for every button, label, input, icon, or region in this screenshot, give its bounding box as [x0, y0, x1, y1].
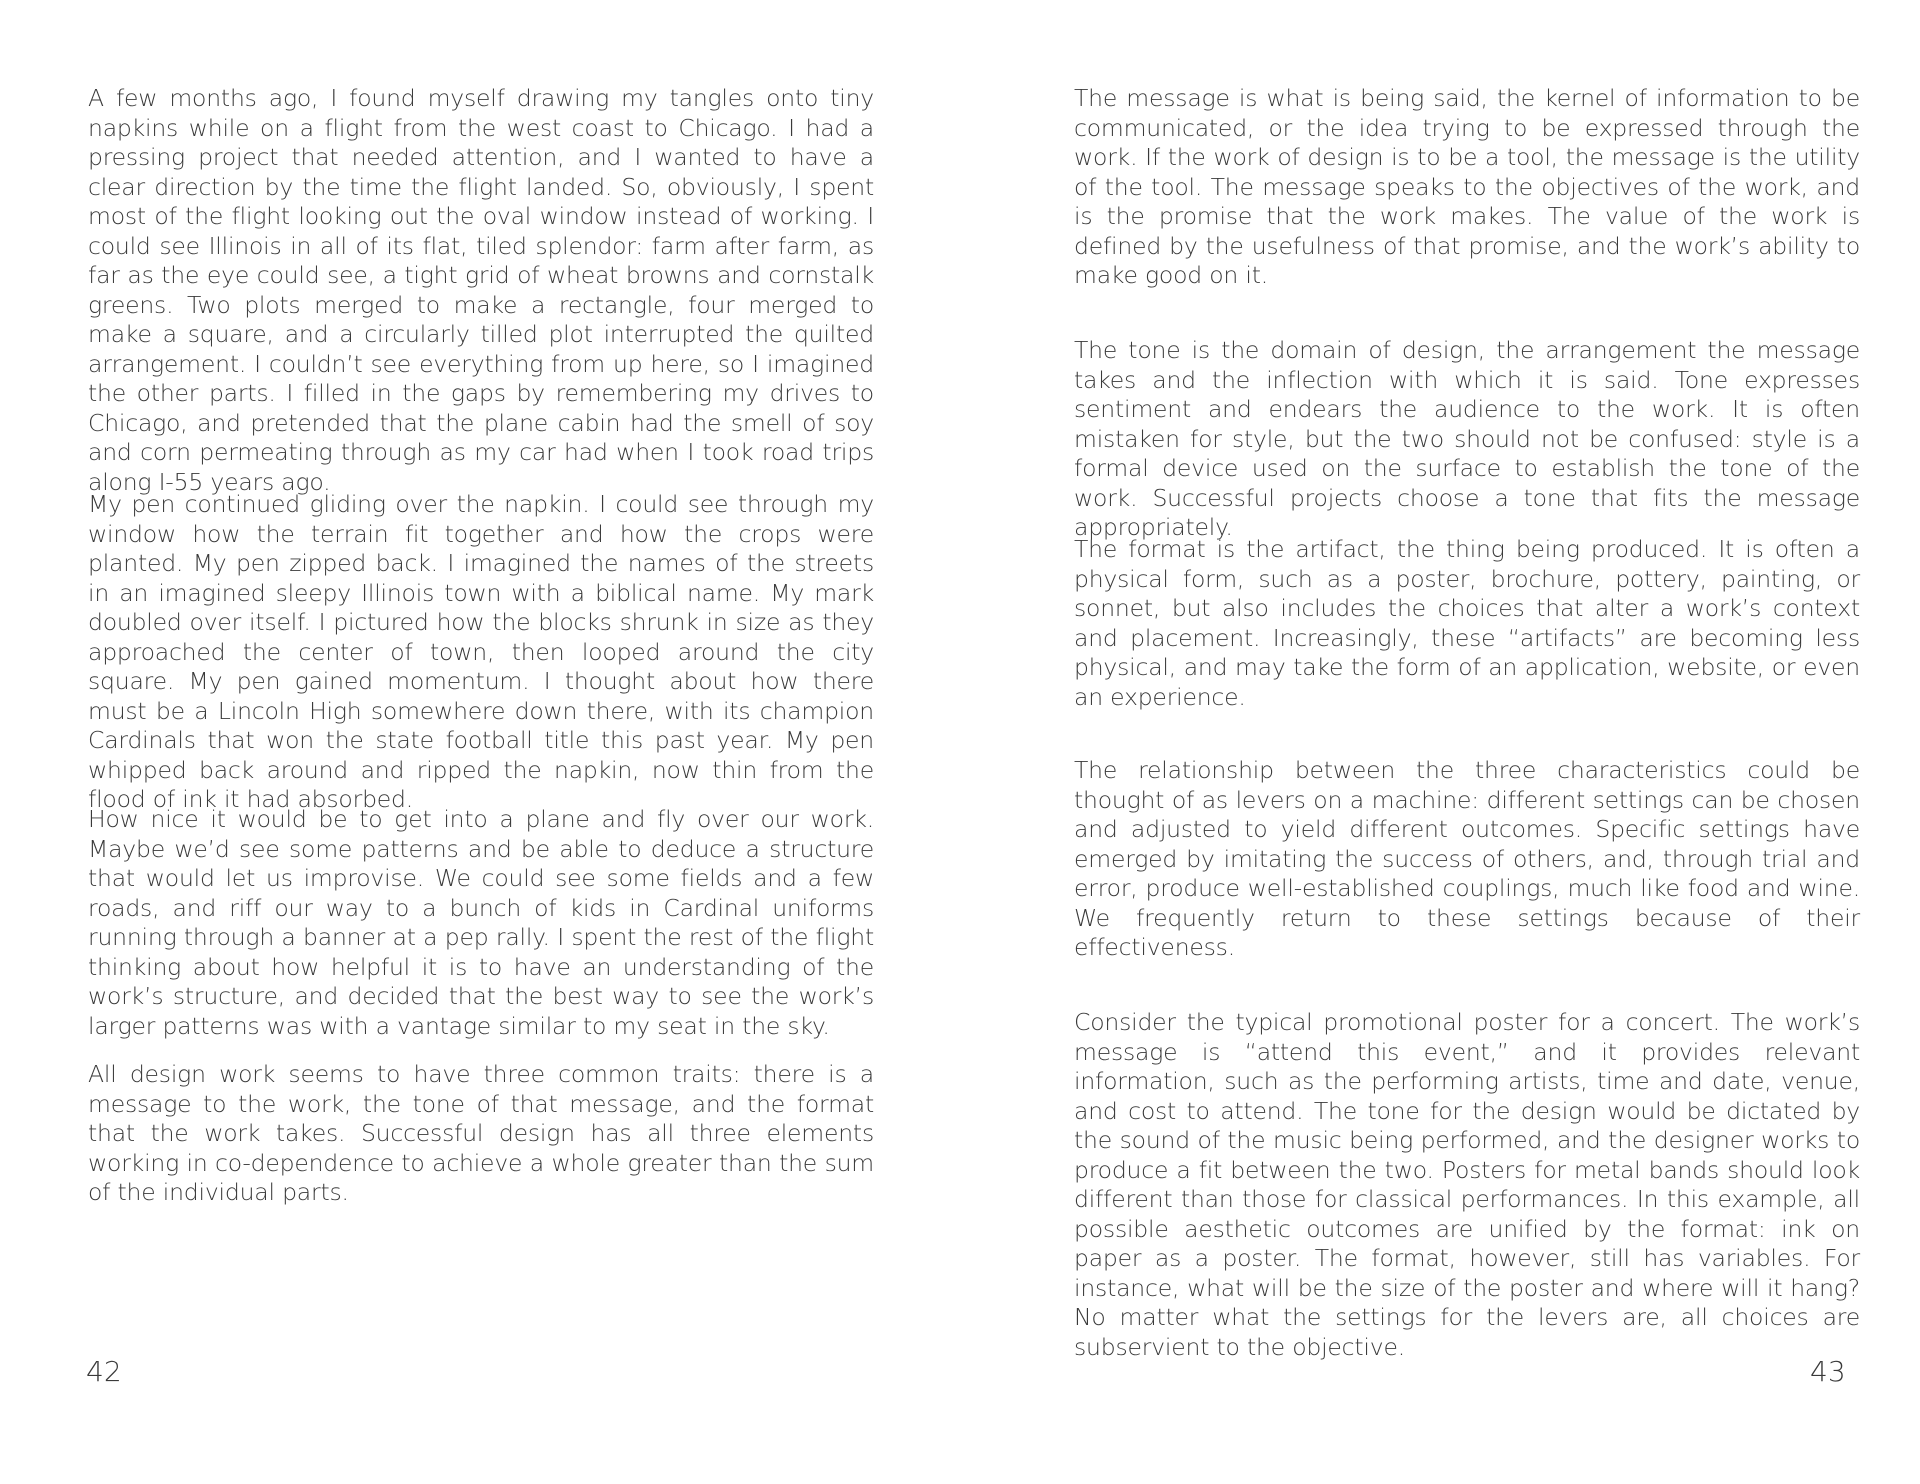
paragraph-text: The relationship between the three characteristics could be thought of as levers on a machine: different settings can be chosen and adjusted to yield different outcomes. Specific settings have emerged by imitating the success of others, and, through trial and error, produce well-established couplings, much like food and wine. We frequently return to these settings because of their effectiveness.	[1074, 756, 1860, 961]
body-paragraph	[1074, 84, 1860, 291]
body-paragraph	[88, 805, 874, 1041]
paragraph-text: The tone is the domain of design, the arrangement the message takes and the inflection with which it is said. Tone expresses sentiment and endears the audience to the work. It is often mistaken for style, but the two should not be confused: style is a formal device used on the surface to establish the tone of the work. Successful projects choose a tone that fits the message appropriately.	[1074, 336, 1860, 541]
paragraph-text: How nice it would be to get into a plane and fly over our work. Maybe we’d see some patterns and be able to deduce a structure that would let us improvise. We could see some fields and a few roads, and riff our way to a bunch of kids in Cardinal uniforms running through a banner at a pep rally. I spent the rest of the flight thinking about how helpful it is to have an understanding of the work’s structure, and decided that the best way to see the work’s larger patterns was with a vantage similar to my seat in the sky.	[88, 805, 874, 1040]
paragraph-text: The format is the artifact, the thing being produced. It is often a physical form, such as a poster, brochure, pottery, painting, or sonnet, but also includes the choices that alter a work’s context and placement. Increasingly, these “artifacts” are becoming less physical, and may take the form of an application, website, or even an experience.	[1074, 535, 1860, 711]
paragraph-text: Consider the typical promotional poster for a concert. The work’s message is “attend this event,” and it provides relevant information, such as the performing artists, time and date, venue, and cost to attend. The tone for the design would be dictated by the sound of the music being performed, and the designer works to produce a fit between the two. Posters for metal bands should look different than those for classical performances. In this example, all possible aesthetic outcomes are unified by the format: ink on paper as a poster. The format, however, still has variables. For instance, what will be the size of the poster and where will it hang? No matter what the settings for the levers are, all choices are subservient to the objective.	[1074, 1008, 1860, 1361]
body-paragraph	[1074, 336, 1860, 543]
body-paragraph	[88, 1060, 874, 1208]
paragraph-text: All design work seems to have three common traits: there is a message to the work, the tone of that message, and the format that the work takes. Successful design has all three elements working in co-dependence to achieve a whole greater than the sum of the individual parts.	[88, 1060, 874, 1206]
body-paragraph	[88, 84, 874, 497]
body-paragraph	[1074, 1008, 1860, 1362]
body-paragraph	[1074, 756, 1860, 963]
page-number: 43	[1810, 1355, 1846, 1388]
right-page	[960, 0, 1920, 1484]
paragraph-text: The message is what is being said, the kernel of information to be communicated, or the idea trying to be expressed through the work. If the work of design is to be a tool, the message is the utility of the tool. The message speaks to the objectives of the work, and is the promise that the work makes. The value of the work is defined by the usefulness of that promise, and the work’s ability to make good on it.	[1074, 84, 1860, 289]
page-number: 42	[86, 1355, 122, 1388]
body-paragraph	[1074, 535, 1860, 712]
paragraph-text: My pen continued gliding over the napkin. I could see through my window how the terrain fit together and how the crops were planted. My pen zipped back. I imagined the names of the streets in an imagined sleepy Illinois town with a biblical name. My mark doubled over itself. I pictured how the blocks shrunk in size as they approached the center of town, then looped around the city square. My pen gained momentum. I thought about how there must be a Lincoln High somewhere down there, with its champion Cardinals that won the state football title this past year. My pen whipped back around and ripped the napkin, now thin from the flood of ink it had absorbed.	[88, 490, 874, 813]
paragraph-text: A few months ago, I found myself drawing my tangles onto tiny napkins while on a flight from the west coast to Chicago. I had a pressing project that needed attention, and I wanted to have a clear direction by the time the flight landed. So, obviously, I spent most of the flight looking out the oval window instead of working. I could see Illinois in all of its flat, tiled splendor: farm after farm, as far as the eye could see, a tight grid of wheat browns and cornstalk greens. Two plots merged to make a rectangle, four merged to make a square, and a circularly tilled plot interrupted the quilted arrangement. I couldn’t see everything from up here, so I imagined the other parts. I filled in the gaps by remembering my drives to Chicago, and pretended that the plane cabin had the smell of soy and corn permeating through as my car had when I took road trips along I-55 years ago.	[88, 84, 874, 496]
body-paragraph	[88, 490, 874, 815]
